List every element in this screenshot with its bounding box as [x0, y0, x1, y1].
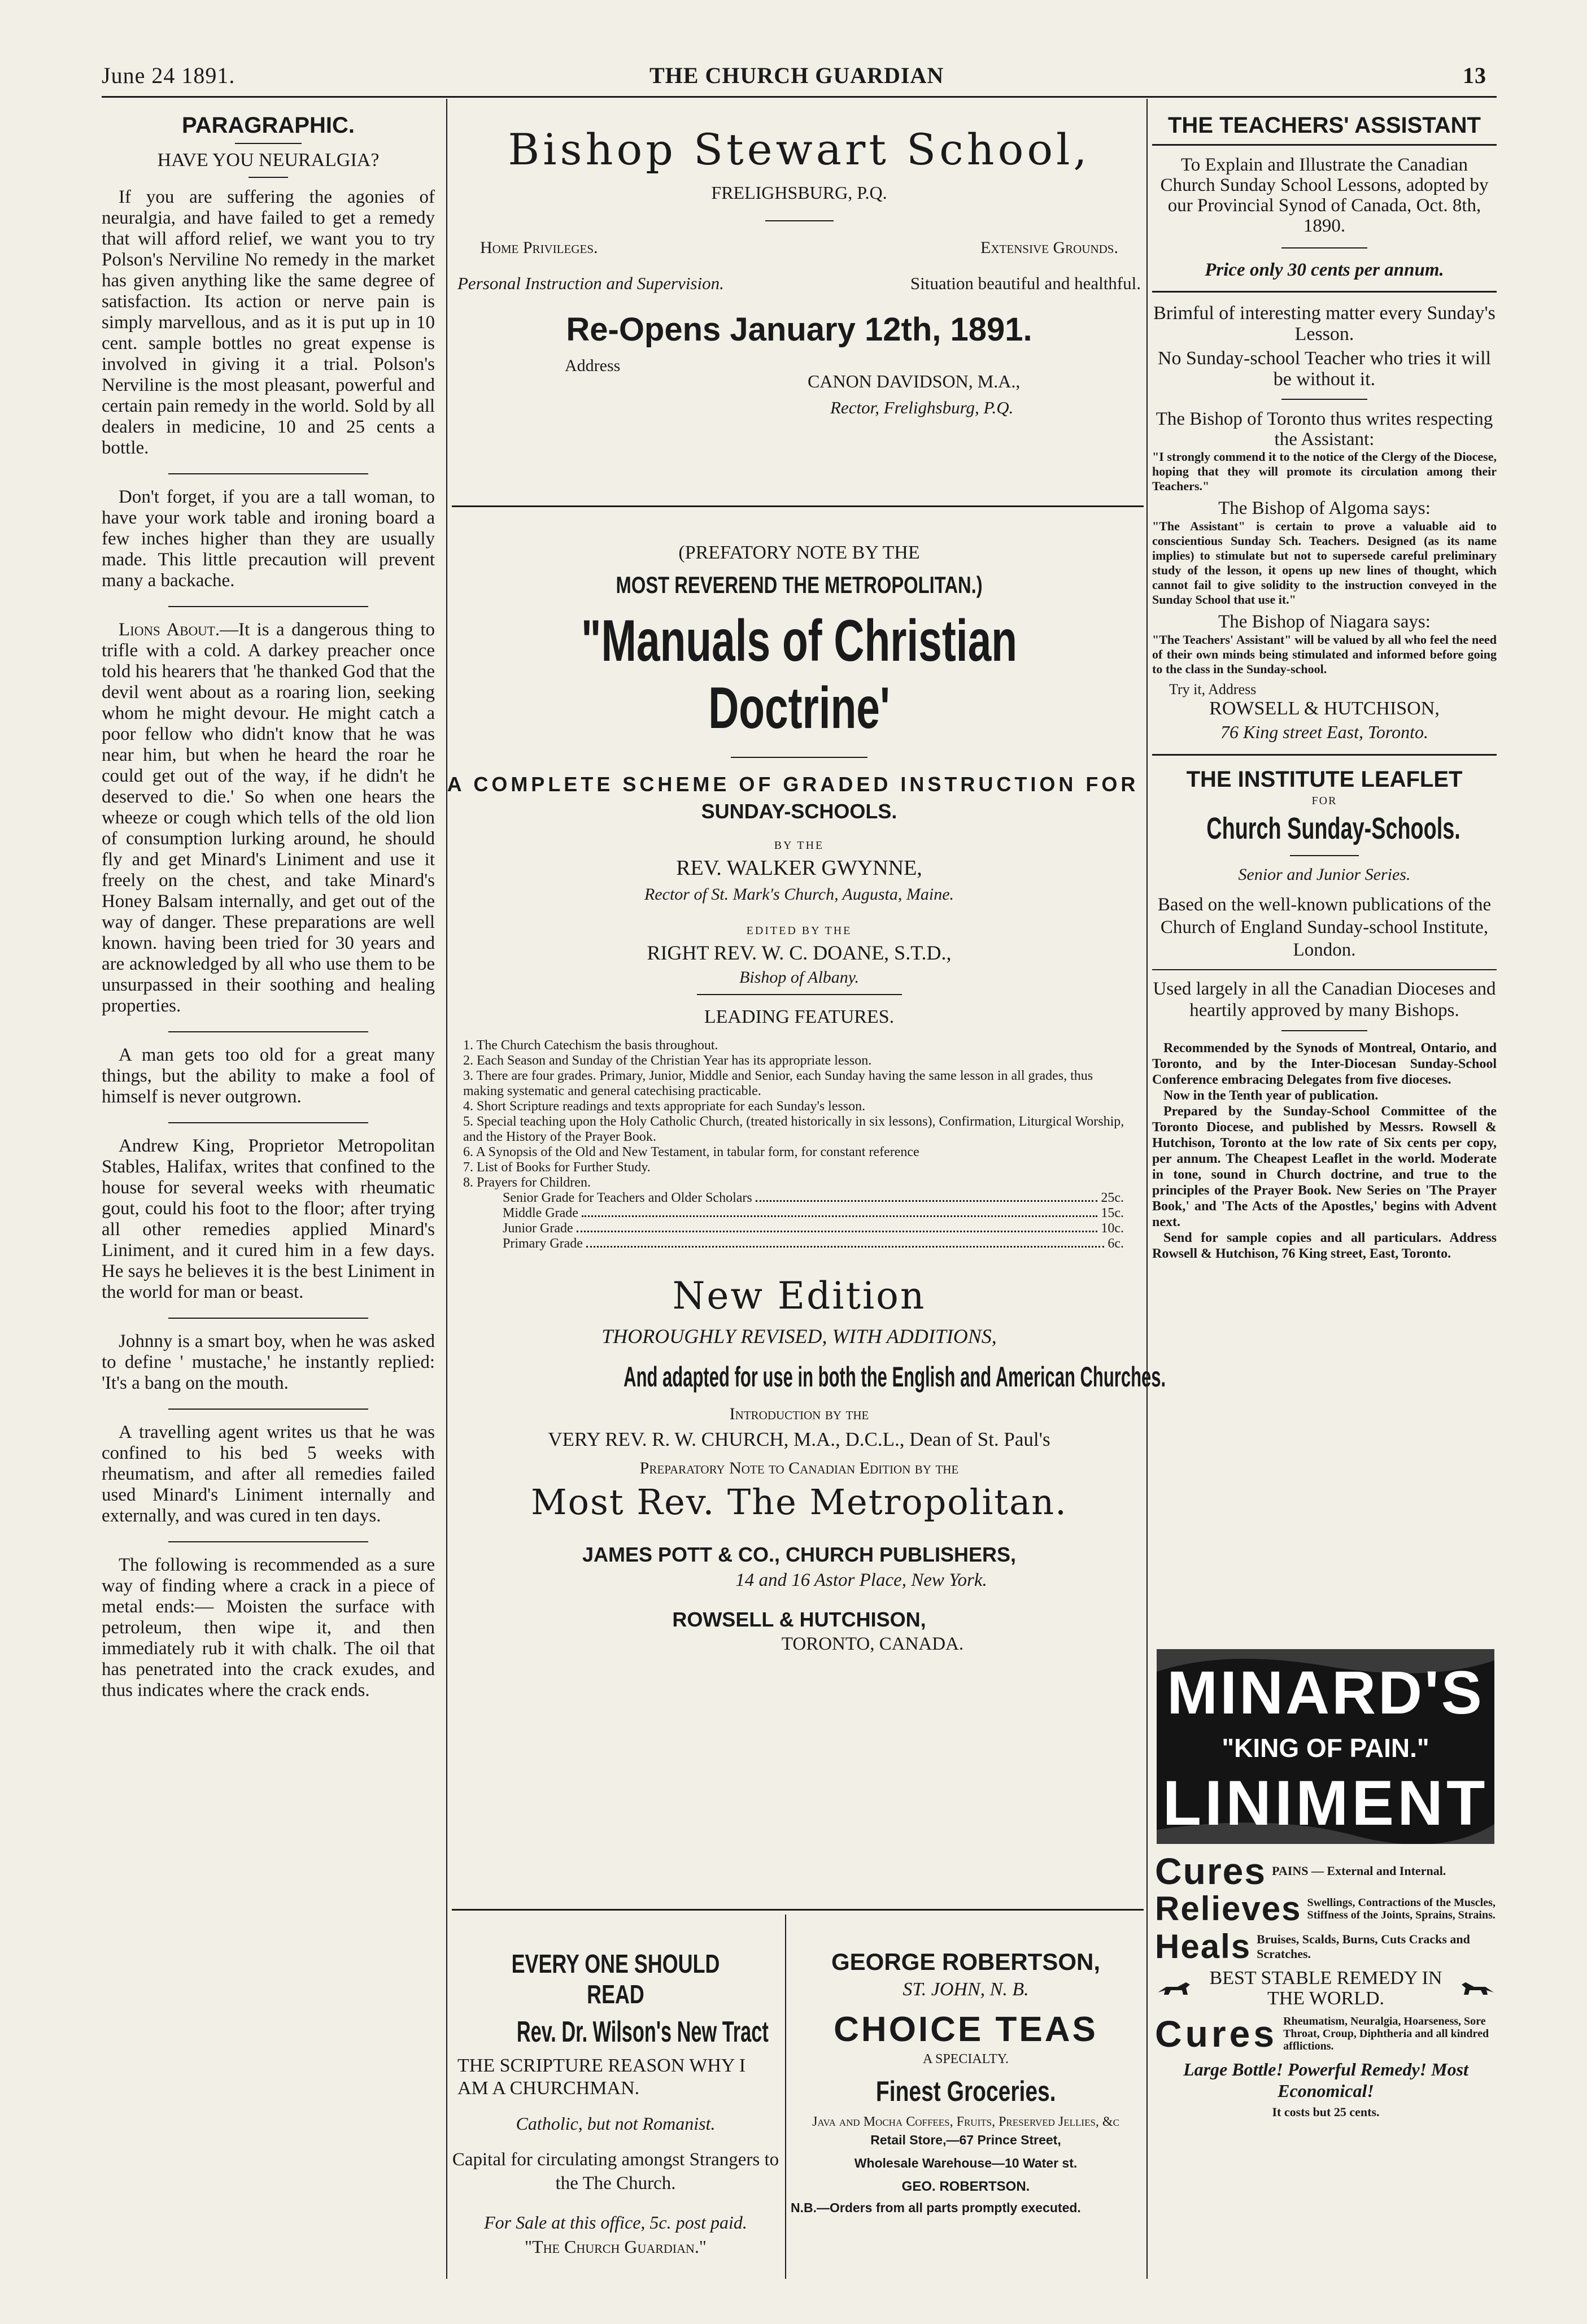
feature-item: 3. There are four grades. Primary, Junior, Middle and Senior, each Sunday having the same lesson in all grades, thus making systematic and general catechising practicable. [463, 1069, 1093, 1098]
lions-lead: Lions About. [119, 620, 220, 640]
niagara-bishop: The Bishop of Niagara says: [1218, 612, 1431, 632]
teachers-rowsell-address: 76 King street East, Toronto. [1220, 722, 1429, 742]
large-bottle: Large Bottle! Powerful Remedy! Most Economical! [1183, 2059, 1468, 2101]
cures-text: PAINS — External and Internal. [1272, 1864, 1446, 1878]
heals-text: Bruises, Scalds, Burns, Cuts Cracks and Scratches. [1257, 1931, 1470, 1961]
school-ad [457, 113, 1141, 503]
robertson-name: GEORGE ROBERTSON, [831, 1948, 1101, 1975]
feature-item: 5. Special teaching upon the Holy Catholic Church, (treated historically in six lessons), Confirmation, Liturgical Worship, and the History of the Prayer Book. [463, 1114, 1124, 1144]
cures-word: Cures [1155, 1850, 1267, 1892]
cures2-word: Cures [1155, 2013, 1278, 2055]
try-it: Try it, Address [1169, 681, 1257, 697]
brimful: Brimful of interesting matter every Sunday's Lesson. [1153, 303, 1496, 345]
tract-sale: For Sale at this office, 5c. post paid. [484, 2212, 747, 2233]
school-situation: Situation beautiful and healthful. [910, 273, 1141, 293]
finest-groceries: Finest Groceries. [875, 2076, 1056, 2107]
leaflet-prepared: Prepared by the Sunday-School Committee of the Toronto Diocese, and published by Messrs. Rowsell & Hutchison, Toronto at the low rate of Six cents per copy, per annum. The Cheapest Leaflet in the world. Moderate in tone, sound in Church doctrine, and true to the principles of the Prayer Book. New Series on 'The Prayer Book,' and 'The Acts of the Apostles,' begins with Advent next. [1152, 1104, 1497, 1229]
choice-teas: CHOICE TEAS [834, 2010, 1098, 2049]
lions-text: —It is a dangerous thing to trifle with a cold. A darkey preacher once told his hearers that 'he thanked God that the devil went about as a roaring lion, seeking whom he might devour. He might catch a poor fellow who didn't know that he was near him, but when he heard the roar he could get out of the way, if he didn't he deserved to die.' So when one hears the wheeze or cough which tells of the old lion of consumption lurking around, he should fly and get Minard's Liniment and use it freely on the chest, and take Minard's Honey Balsam internally, and get out of the way of danger. These preparations are well known. having been tried for 30 years and are acknowledged by all who use them to be unsurpassed in their soothing and healing properties. [102, 620, 435, 1016]
tract-ad [452, 1948, 779, 2257]
minard-details [1155, 1850, 1497, 2120]
algoma-bishop: The Bishop of Algoma says: [1218, 498, 1431, 518]
specialty: A SPECIALTY. [922, 2052, 1009, 2066]
manuals-ad [447, 542, 1166, 1655]
by-the: BY THE [774, 839, 825, 852]
dean-line: VERY REV. R. W. CHURCH, M.A., D.C.L., Dean of St. Paul's [548, 1428, 1050, 1450]
school-title: Bishop Stewart School, [508, 124, 1091, 175]
tract-catholic: Catholic, but not Romanist. [516, 2113, 716, 2134]
tract-headline: EVERY ONE SHOULD READ [511, 1949, 720, 2009]
relieves-text: Swellings, Contractions of the Muscles, Stiffness of the Joints, Sprains, Strains. [1307, 1896, 1496, 1921]
minard-slogan: "KING OF PAIN." [1222, 1733, 1429, 1763]
editor-title: Bishop of Albany. [739, 968, 859, 987]
toronto-bishop: The Bishop of Toronto thus writes respecting the Assistant: [1156, 409, 1493, 450]
tract-capital: Capital for circulating amongst Strangers to the The Church. [452, 2149, 779, 2194]
edited-by: EDITED BY THE [746, 925, 852, 937]
agent-paragraph: A travelling agent writes us that he was confined to his bed 5 weeks with rheumatism, and after all remedies failed used Minard's Liniment internally and externally, and was cured in ten days. [102, 1422, 435, 1526]
ads-divider [785, 1915, 786, 2279]
price-row: Senior Grade for Teachers and Older Scholars 25c. [503, 1191, 1124, 1205]
teachers-rowsell: ROWSELL & HUTCHISON, [1209, 698, 1440, 719]
toronto-quote: "I strongly commend it to the notice of the Clergy of the Diocese, hoping that they will promote its circulation among their Teachers." [1152, 450, 1497, 493]
robertson-goods: Java and Mocha Coffees, Fruits, Preserved Jellies, &c [812, 2114, 1119, 2129]
manuals-bottom-rule [452, 1909, 1144, 1911]
robertson-wholesale: Wholesale Warehouse—10 Water st. [854, 2156, 1078, 2170]
feature-item: 7. List of Books for Further Study. [463, 1160, 651, 1175]
robertson-nb: N.B.—Orders from all parts promptly executed. [791, 2200, 1081, 2215]
adapted-line: And adapted for use in both the English and American Churches. [624, 1361, 1166, 1393]
robertson-city: ST. JOHN, N. B. [903, 1979, 1029, 2000]
robertson-signed: GEO. ROBERTSON. [901, 2179, 1030, 2194]
relieves-word: Relieves [1155, 1890, 1302, 1928]
algoma-quote: "The Assistant" is certain to prove a valuable aid to conscientious Sunday Sch. Teachers. Designed (as its name implies) to stimulate but not to supersede careful preliminary study of the lesson, it opens up new lines of thought, which cannot fail to give solidity to the instruction conveyed in the Sunday School that use it." [1152, 519, 1497, 607]
feature-item: 8. Prayers for Children. [463, 1175, 591, 1190]
author-title: Rector of St. Mark's Church, Augusta, Maine. [644, 885, 954, 904]
most-rev: Most Rev. The Metropolitan. [531, 1481, 1067, 1523]
tall-woman-paragraph: Don't forget, if you are a tall woman, to have your work table and ironing board a few inches higher than they are usually made. This little precaution will prevent many a backache. [102, 487, 435, 591]
price-row: Middle Grade 15c. [503, 1206, 1124, 1220]
school-privileges: Home Privileges. [480, 238, 598, 257]
heals-word: Heals [1155, 1928, 1252, 1965]
lions-paragraph [102, 620, 435, 1017]
school-contact: CANON DAVIDSON, M.A., [808, 371, 1021, 391]
features-list [457, 1038, 1141, 1252]
rowsell-publisher: ROWSELL & HUTCHISON, [672, 1608, 926, 1631]
minard-brand: MINARD'S [1167, 1658, 1484, 1726]
school-address-label: Address [565, 356, 621, 375]
editor: RIGHT REV. W. C. DOANE, S.T.D., [647, 941, 952, 964]
leaflet-based: Based on the well-known publications of the Church of England Sunday-school Institute, London. [1157, 895, 1492, 960]
price-row: Junior Grade 10c. [503, 1221, 1124, 1236]
horse-icon [1155, 1980, 1194, 1997]
manuals-title: "Manuals of Christian Doctrine' [581, 608, 1017, 741]
niagara-quote: "The Teachers' Assistant" will be valued by all who feel the need of their own minds being stimulated and informed before going to the class in the Sunday-school. [1152, 633, 1497, 676]
column-rule-2 [1146, 99, 1148, 2279]
prefatory-note: (PREFATORY NOTE BY THE [678, 542, 920, 563]
robertson-ad [791, 1948, 1141, 2215]
crack-paragraph: The following is recommended as a sure way of finding where a crack in a piece of metal ends:— Moisten the surface with petroleum, then wipe it, and then immediately rub it with chalk. The oil that has penetrated into the crack exudes, and thus indicates where the crack ends. [102, 1555, 435, 1701]
robertson-store: Retail Store,—67 Prince Street, [870, 2133, 1061, 2147]
page-number: 13 [1463, 63, 1486, 88]
minard-cost: It costs but 25 cents. [1272, 2105, 1380, 2119]
cures2-text: Rheumatism, Neuralgia, Hoarseness, Sore Throat, Croup, Diphtheria and all kindred afflictions. [1283, 2015, 1489, 2052]
minard-product: LINIMENT [1162, 1768, 1489, 1838]
horse-icon [1457, 1980, 1497, 1997]
column-rule-1 [446, 99, 447, 2279]
teachers-desc: To Explain and Illustrate the Canadian Church Sunday School Lessons, adopted by our Provincial Synod of Canada, Oct. 8th, 1890. [1160, 155, 1489, 236]
price-row: Primary Grade 6c. [503, 1236, 1124, 1251]
leaflet-name: Church Sunday-Schools. [1206, 812, 1460, 845]
no-teacher: No Sunday-school Teacher who tries it will be without it. [1158, 348, 1491, 390]
features-title: LEADING FEATURES. [704, 1006, 895, 1027]
school-reopens: Re-Opens January 12th, 1891. [566, 311, 1032, 348]
stable-remedy: BEST STABLE REMEDY IN THE WORLD. [1209, 1968, 1442, 2009]
scheme-line-2: SUNDAY-SCHOOLS. [701, 800, 897, 823]
neuralgia-title: HAVE YOU NEURALGIA? [157, 150, 380, 171]
andrew-king-paragraph: Andrew King, Proprietor Metropolitan Stables, Halifax, writes that confined to the house for several weeks with rheumatic gout, could his foot to the floor; after trying all other remedies applied Minard's Liniment, and it cured him in a few days. He says he believes it is the best Liniment in the world for man or beast. [102, 1136, 435, 1302]
metropolitan-line: MOST REVEREND THE METROPOLITAN.) [616, 572, 983, 598]
introduction: Introduction by the [729, 1405, 869, 1423]
neuralgia-paragraph: If you are suffering the agonies of neuralgia, and have failed to get a remedy that will afford relief, we want you to try Polson's Nerviline No remedy in the market has given anything like the same degree of satisfaction. Its action or nerve pain is simply marvellous, and as it is put up in 10 cent. sample bottles no great expense is involved in giving it a trial. Polson's Nerviline is the most pleasant, powerful and certain pain remedy in the world. Sold by all dealers in medicine, 10 and 25 cents a bottle. [102, 187, 435, 458]
school-bottom-rule [452, 505, 1144, 507]
johnny-paragraph: Johnny is a smart boy, when he was asked to define ' mustache,' he instantly replied: 'It's a bang on the mouth. [102, 1331, 435, 1393]
leaflet-used: Used largely in all the Canadian Dioceses and heartily approved by many Bishops. [1153, 979, 1496, 1021]
tract-guardian: "The Church Guardian." [525, 2236, 707, 2257]
leaflet-title: THE INSTITUTE LEAFLET [1186, 767, 1463, 792]
minard-banner [1157, 1649, 1494, 1844]
teachers-price: Price only 30 cents per annum. [1205, 260, 1444, 280]
tract-title: Rev. Dr. Wilson's New Tract [516, 2016, 769, 2048]
prep-note: Preparatory Note to Canadian Edition by the [639, 1459, 959, 1477]
feature-item: 1. The Church Catechism the basis throughout. [463, 1038, 718, 1053]
leaflet-series: Senior and Junior Series. [1238, 865, 1411, 884]
scheme-line: A COMPLETE SCHEME OF GRADED INSTRUCTION FOR [447, 773, 1139, 796]
school-instruction: Personal Instruction and Supervision. [457, 273, 724, 293]
new-edition: New Edition [672, 1274, 926, 1318]
leaflet-recommended: Recommended by the Synods of Montreal, Ontario, and Toronto, and by the Inter-Diocesan Sunday-School Conference embracing Delegates from five dioceses. [1152, 1041, 1497, 1087]
section-title: PARAGRAPHIC. [182, 113, 355, 138]
header-rule [102, 96, 1497, 98]
feature-item: 2. Each Season and Sunday of the Christian Year has its appropriate lesson. [463, 1053, 872, 1068]
publisher-address: 14 and 16 Astor Place, New York. [735, 1570, 987, 1590]
feature-item: 6. A Synopsis of the Old and New Testament, in tabular form, for constant reference [463, 1145, 919, 1159]
leaflet-tenth-year: Now in the Tenth year of publication. [1163, 1088, 1379, 1103]
rowsell-city: TORONTO, CANADA. [781, 1634, 964, 1654]
old-man-paragraph: A man gets too old for a great many things, but the ability to make a fool of himself is never outgrown. [102, 1045, 435, 1107]
feature-item: 4. Short Scripture readings and texts appropriate for each Sunday's lesson. [463, 1099, 866, 1114]
publisher: JAMES POTT & CO., CHURCH PUBLISHERS, [582, 1543, 1017, 1566]
leaflet-send: Send for sample copies and all particulars. Address Rowsell & Hutchison, 76 King street, East, Toronto. [1152, 1231, 1497, 1261]
school-contact-rector: Rector, Frelighsburg, P.Q. [830, 398, 1014, 417]
teachers-column [1152, 113, 1497, 1638]
leaflet-for: FOR [1311, 795, 1337, 807]
author: REV. WALKER GWYNNE, [676, 856, 922, 880]
school-location: FRELIGHSBURG, P.Q. [711, 182, 887, 203]
school-grounds: Extensive Grounds. [980, 238, 1118, 257]
issue-date: June 24 1891. [102, 63, 236, 88]
revised: THOROUGHLY REVISED, WITH ADDITIONS, [601, 1325, 997, 1348]
tract-subtitle: THE SCRIPTURE REASON WHY I AM A CHURCHMAN. [457, 2055, 746, 2099]
teachers-title: THE TEACHERS' ASSISTANT [1168, 113, 1481, 138]
masthead: THE CHURCH GUARDIAN [649, 63, 944, 88]
paragraphic-column [102, 113, 435, 1701]
